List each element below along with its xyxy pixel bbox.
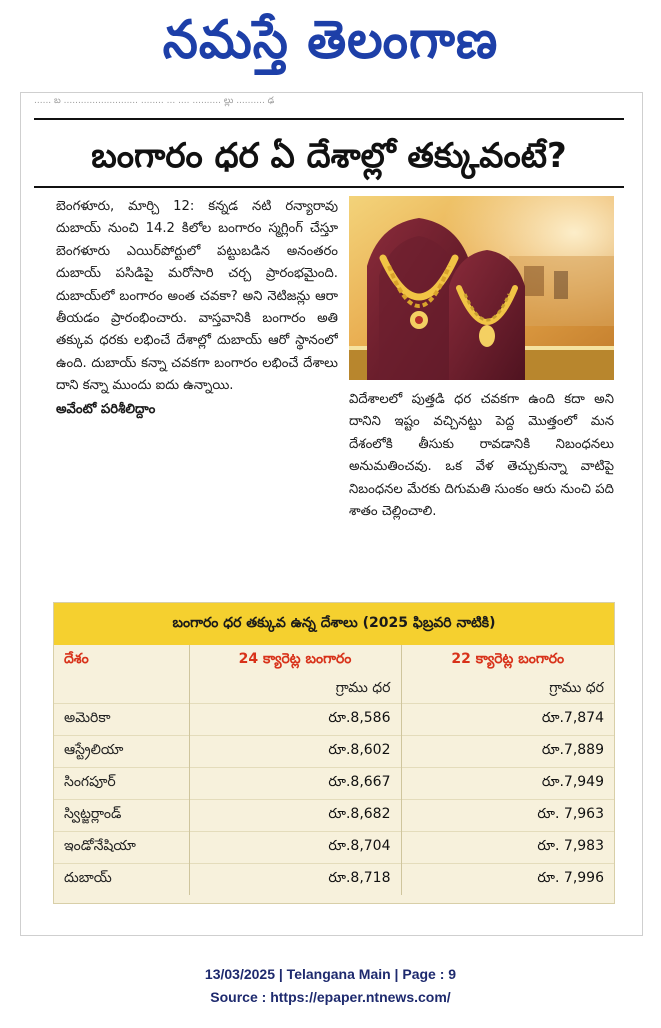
gold-price-table [54, 645, 614, 895]
footer-edition-line: 13/03/2025 | Telangana Main | Page : 9 [204, 966, 457, 982]
table-row [54, 704, 614, 736]
masthead-title: నమస్తే తెలంగాణ [162, 8, 499, 70]
table-title: బంగారం ధర తక్కువ ఉన్న దేశాలు (2025 ఫిబ్రవరి నాటికి) [54, 603, 614, 645]
article-body-left: బెంగళూరు, మార్చి 12: కన్నడ నటి రన్యారావు దుబాయ్ నుంచి 14.2 కిలోల బంగారం స్మగ్లింగ్ చేస్తూ బెంగళూరు ఎయిర్‌పోర్టులో పట్టుబడిన అనంతరం దుబాయ్ పసిడిపై మరోసారి చర్చ ప్రారంభమైంది. దుబాయ్‌లో బంగారం అంత చవకా? అని నెటిజన్లు ఆరా తీయడం ప్రారంభించారు. వాస్తవానికి బంగారం అతి తక్కువ ధరకు లభించే దేశాల్లో దుబాయ్ ఆరో స్థానంలో ఉంది. దుబాయ్ కన్నా చవకగా బంగారం లభించే దేశాలు దాని కన్నా ముందు ఐదు ఉన్నాయి. [56, 199, 338, 394]
price-22k-cell: రూ.7,949 [401, 768, 614, 800]
price-24k-cell: రూ.8,667 [189, 768, 401, 800]
price-22k-cell: రూ. 7,963 [401, 800, 614, 832]
price-24k-cell: రూ.8,704 [189, 832, 401, 864]
unit-22k: గ్రాము ధర [549, 680, 604, 696]
country-cell: ఆస్ట్రేలియా [54, 736, 189, 768]
unit-24k: గ్రాము ధర [189, 676, 401, 704]
gold-price-table-box [53, 602, 615, 904]
masthead [0, 0, 661, 92]
price-24k-cell: రూ.8,718 [189, 864, 401, 896]
article-headline: బంగారం ధర ఏ దేశాల్లో తక్కువంటే? [91, 136, 567, 176]
table-header-row [54, 645, 614, 676]
faint-cropped-line: ...... బ .......................... ........ ... .... .......... ల్లు .......... ఢ [34, 96, 275, 106]
price-22k-cell: రూ. 7,983 [401, 832, 614, 864]
article-body-right: విదేశాలలో పుత్తడి ధర చవకగా ఉంది కదా అని దానిని ఇష్టం వచ్చినట్టు పెద్ద మొత్తంలో మన దేశంలోకి తీసుకు రావడానికి నిబంధనలు అనుమతించవు. ఒక వేళ తెచ్చుకున్నా వాటిపై నిబంధనల మేరకు దిగుమతి సుంకం ఆరు నుంచి పది శాతం చెల్లించాలి. [349, 392, 614, 520]
table-row [54, 736, 614, 768]
article-lead-in: అవేంటో పరిశీలిద్దాం [56, 401, 156, 417]
table-row [54, 800, 614, 832]
price-24k-cell: రూ.8,682 [189, 800, 401, 832]
table-unit-row [54, 676, 614, 704]
gold-jewellery-photo [349, 196, 614, 380]
price-22k-cell: రూ.7,889 [401, 736, 614, 768]
price-22k-cell: రూ. 7,996 [401, 864, 614, 896]
price-22k-cell: రూ.7,874 [401, 704, 614, 736]
header-24k: 24 క్యారెట్ల బంగారం [189, 645, 401, 676]
article-left-column [56, 196, 338, 580]
country-cell: ఇండోనేషియా [54, 832, 189, 864]
price-24k-cell: రూ.8,602 [189, 736, 401, 768]
headline-top-rule [34, 118, 624, 120]
article-right-column [349, 389, 614, 581]
country-cell: సింగపూర్ [54, 768, 189, 800]
headline-bottom-rule [34, 186, 624, 188]
footer-source-link[interactable]: Source : https://epaper.ntnews.com/ [210, 989, 451, 1005]
table-row [54, 864, 614, 896]
price-24k-cell: రూ.8,586 [189, 704, 401, 736]
gold-necklace-image [349, 196, 614, 380]
country-cell: అమెరికా [54, 704, 189, 736]
header-22k: 22 క్యారెట్ల బంగారం [451, 651, 565, 667]
country-cell: దుబాయ్ [54, 864, 189, 896]
header-country: దేశం [54, 645, 189, 676]
table-row [54, 832, 614, 864]
table-row [54, 768, 614, 800]
country-cell: స్విట్జర్లాండ్ [54, 800, 189, 832]
unit-empty-cell [54, 676, 189, 704]
